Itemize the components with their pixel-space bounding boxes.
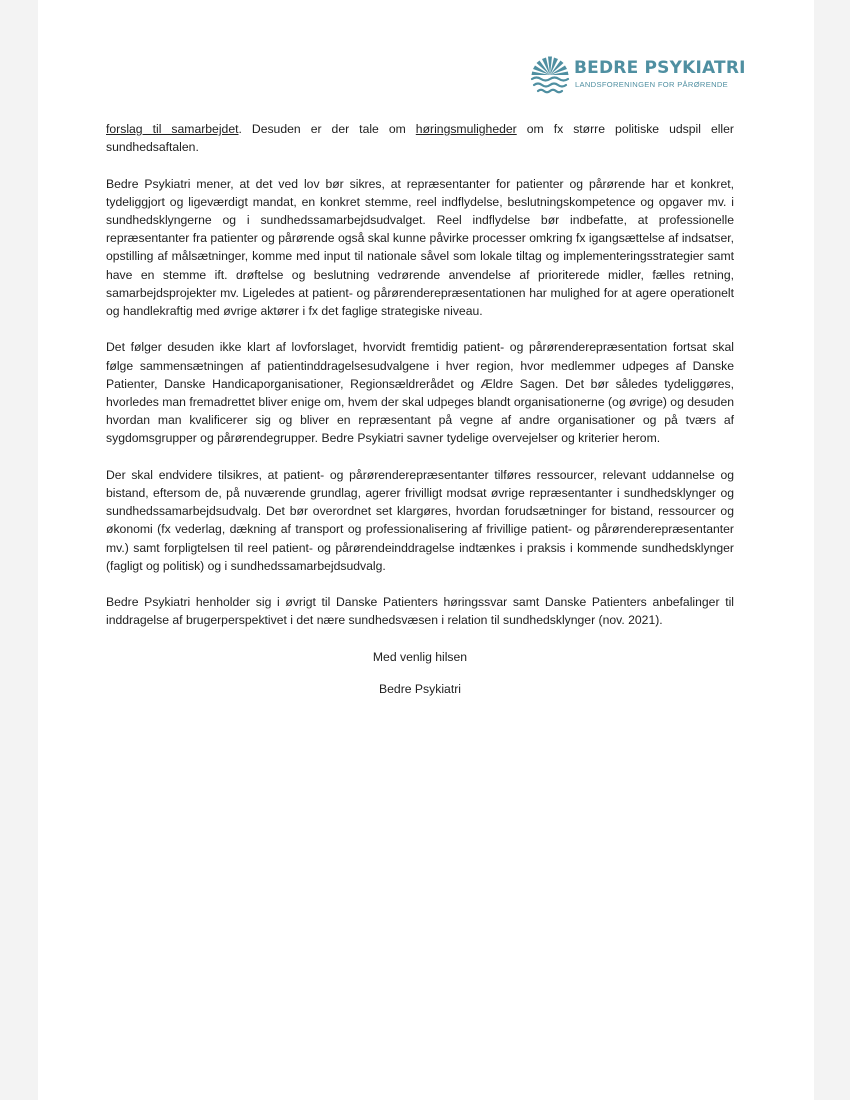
paragraph-2: Bedre Psykiatri mener, at det ved lov bør sikres, at repræsentanter for patienter og pårørende har et konkret, tydeliggjort og ligeværdigt mandat, en konkret stemme, reel indflydelse, beslutningskompetence og opgaver mv. i sundhedsklyngerne og i sundhedssamarbejdsudvalget. Reel indflydelse bør indbefatte, at professionelle repræsentanter fra patienter og pårørende også skal kunne påvirke processer omkring fx igangsættelse af indsatser, opstilling af målsætninger, komme med input til nationale såvel som lokale tiltag og implementeringsstrategier samt have en stemme ift. drøftelse og beslutning vedrørende anvendelse af prioriterede midler, fælles retning, samarbejdsprojekter mv. Ligeledes at patient- og pårørenderepræsentationen har mulighed for at agere operationelt og handlekraftig med øvrige aktører i fx det faglige strategiske niveau.	[106, 176, 734, 319]
closing-greeting: Med venlig hilsen	[372, 649, 468, 664]
document-page	[38, 0, 814, 1100]
link-hoeringsmuligheder[interactable]: høringsmuligheder	[415, 122, 517, 136]
organization-logo	[530, 54, 746, 100]
letter-body	[106, 120, 734, 712]
paragraph-1	[106, 120, 734, 156]
paragraph-5: Bedre Psykiatri henholder sig i øvrigt til Danske Patienters høringssvar samt Danske Patienters anbefalinger til inddragelse af brugerperspektivet i det nære sundhedsvæsen i relation til sundhedsklynger (nov. 2021).	[106, 595, 734, 628]
paragraph-3: Det følger desuden ikke klart af lovforslaget, hvorvidt fremtidig patient- og pårørenderepræsentation fortsat skal følge sammensætningen af patientinddragelsesudvalgene i hver region, hvor medlemmer udpeges af Danske Patienter, Danske Handicaporganisationer, Regionsældrerådet og Ældre Sagen. Det bør således tydeliggøres, hvorledes man fremadrettet bliver enige om, hvem der skal udpeges blandt organisationerne (og øvrige) og desuden hvordan man kvalificerer sig og bliver en repræsentant på vegne af andre organisationer og på tværs af sygdomsgrupper og pårørendegrupper. Bedre Psykiatri savner tydelige overvejelser og kriterier herom.	[106, 340, 735, 446]
link-forslag-til-samarbejdet[interactable]: forslag til samarbejdet	[106, 122, 239, 136]
sun-waves-logo-icon	[530, 55, 570, 97]
logo-subtitle: LANDSFORENINGEN FOR PÅRØRENDE	[575, 80, 728, 89]
logo-title: BEDRE PSYKIATRI	[574, 58, 746, 78]
paragraph-1-text-a: . Desuden er der tale om	[238, 122, 416, 136]
closing-sender: Bedre Psykiatri	[379, 682, 461, 697]
paragraph-1-text-b: om fx større politiske udspil eller sundhedsaftalen.	[106, 122, 734, 155]
paragraph-4: Der skal endvidere tilsikres, at patient- og pårørenderepræsentanter tilføres ressourcer, relevant uddannelse og bistand, eftersom de, på nuværende grundlag, agerer frivilligt modsat øvrige repræsentanter i sundhedsklynger og sundhedssamarbejdsudvalg. Det bør overordnet set klargøres, hvordan forudsætninger for bistand, ressourcer og økonomi (fx vederlag, dækning af transport og professionalisering af frivillige patient- og pårørenderepræsentanter mv.) samt forpligtelsen til reel patient- og pårørendeinddragelse indtænkes i praksis i kommende sundhedsklynger (fagligt og politisk) og i sundhedssamarbejdsudvalg.	[106, 467, 734, 573]
